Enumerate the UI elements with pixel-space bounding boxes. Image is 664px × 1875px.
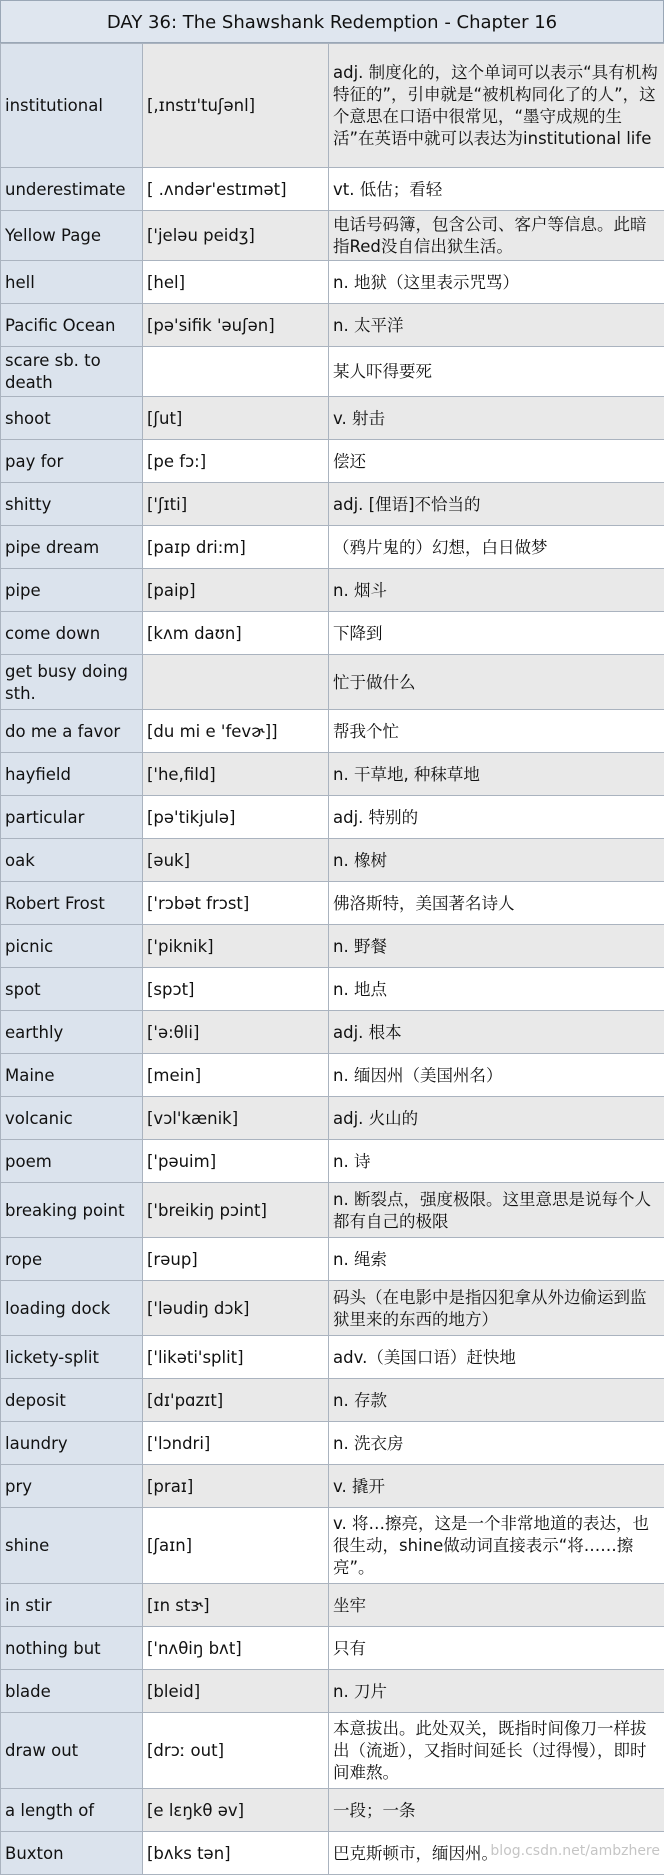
table-row (1, 1584, 664, 1627)
phonetic-cell: [,ɪnstɪ'tuʃənl] (143, 44, 329, 168)
meaning-cell: 本意拔出。此处双关，既指时间像刀一样拔出（流逝），又指时间延长（过得慢），即时间难熬。 (329, 1713, 664, 1789)
word-cell: pipe (1, 569, 143, 612)
table-row (1, 1097, 664, 1140)
phonetic-cell: [du mi e 'fevɚ]] (143, 710, 329, 753)
meaning-cell: adj. 火山的 (329, 1097, 664, 1140)
word-cell: pry (1, 1465, 143, 1508)
meaning-cell: n. 洗衣房 (329, 1422, 664, 1465)
meaning-cell: n. 干草地, 种秣草地 (329, 753, 664, 796)
meaning-cell: adj. 根本 (329, 1011, 664, 1054)
word-cell: underestimate (1, 168, 143, 211)
phonetic-cell: ['he,fild] (143, 753, 329, 796)
meaning-cell: n. 诗 (329, 1140, 664, 1183)
table-row (1, 483, 664, 526)
phonetic-cell: ['jeləu peidʒ] (143, 211, 329, 261)
table-row (1, 1281, 664, 1336)
word-cell: pipe dream (1, 526, 143, 569)
word-cell: spot (1, 968, 143, 1011)
word-cell: Buxton (1, 1832, 143, 1875)
meaning-cell: v. 射击 (329, 397, 664, 440)
word-cell: hell (1, 261, 143, 304)
table-row (1, 1336, 664, 1379)
phonetic-cell: [bʌks tən] (143, 1832, 329, 1875)
meaning-cell: 偿还 (329, 440, 664, 483)
word-cell: in stir (1, 1584, 143, 1627)
table-row (1, 569, 664, 612)
meaning-cell: n. 太平洋 (329, 304, 664, 347)
word-cell: a length of (1, 1789, 143, 1832)
phonetic-cell: [praɪ] (143, 1465, 329, 1508)
meaning-cell: 巴克斯顿市，缅因州。 (329, 1832, 664, 1875)
table-row (1, 1713, 664, 1789)
table-row (1, 655, 664, 710)
meaning-cell: n. 绳索 (329, 1238, 664, 1281)
word-cell: picnic (1, 925, 143, 968)
phonetic-cell: [dɪ'pɑzɪt] (143, 1379, 329, 1422)
word-cell: hayfield (1, 753, 143, 796)
phonetic-cell: [mein] (143, 1054, 329, 1097)
meaning-cell: n. 刀片 (329, 1670, 664, 1713)
meaning-cell: adj. 制度化的，这个单词可以表示“具有机构特征的”，引申就是“被机构同化了的人”，这个意思在口语中很常见，“墨守成规的生活”在英语中就可以表达为institutional life (329, 44, 664, 168)
meaning-cell: 码头（在电影中是指囚犯拿从外边偷运到监狱里来的东西的地方） (329, 1281, 664, 1336)
table-row (1, 1627, 664, 1670)
phonetic-cell: [drɔː out] (143, 1713, 329, 1789)
table-row (1, 168, 664, 211)
table-row (1, 1789, 664, 1832)
table-row (1, 1670, 664, 1713)
word-cell: oak (1, 839, 143, 882)
meaning-cell: adj. 特别的 (329, 796, 664, 839)
word-cell: loading dock (1, 1281, 143, 1336)
meaning-cell: n. 存款 (329, 1379, 664, 1422)
word-cell: nothing but (1, 1627, 143, 1670)
phonetic-cell: [bleid] (143, 1670, 329, 1713)
meaning-cell: n. 缅因州（美国州名） (329, 1054, 664, 1097)
meaning-cell: 帮我个忙 (329, 710, 664, 753)
meaning-cell: 忙于做什么 (329, 655, 664, 710)
phonetic-cell: ['lɔndri] (143, 1422, 329, 1465)
phonetic-cell: [pə'tikjulə] (143, 796, 329, 839)
word-cell: poem (1, 1140, 143, 1183)
table-row (1, 1140, 664, 1183)
meaning-cell: n. 地狱（这里表示咒骂） (329, 261, 664, 304)
word-cell: pay for (1, 440, 143, 483)
word-cell: blade (1, 1670, 143, 1713)
meaning-cell: n. 橡树 (329, 839, 664, 882)
phonetic-cell: [rəup] (143, 1238, 329, 1281)
phonetic-cell: [ .ʌndər'estɪmət] (143, 168, 329, 211)
table-row (1, 925, 664, 968)
word-cell: shoot (1, 397, 143, 440)
phonetic-cell: [kʌm daʊn] (143, 612, 329, 655)
meaning-cell: n. 地点 (329, 968, 664, 1011)
table-title: DAY 36: The Shawshank Redemption - Chapter 16 (0, 0, 664, 43)
meaning-cell: 一段；一条 (329, 1789, 664, 1832)
meaning-cell: vt. 低估；看轻 (329, 168, 664, 211)
word-cell: laundry (1, 1422, 143, 1465)
word-cell: Pacific Ocean (1, 304, 143, 347)
word-cell: shine (1, 1508, 143, 1584)
word-cell: get busy doing sth. (1, 655, 143, 710)
word-cell: scare sb. to death (1, 347, 143, 397)
meaning-cell: n. 断裂点，强度极限。这里意思是说每个人都有自己的极限 (329, 1183, 664, 1238)
table-row (1, 397, 664, 440)
word-cell: lickety-split (1, 1336, 143, 1379)
phonetic-cell (143, 655, 329, 710)
table-row (1, 1183, 664, 1238)
meaning-cell: 只有 (329, 1627, 664, 1670)
vocab-table (0, 43, 664, 1875)
phonetic-cell: ['ə:θli] (143, 1011, 329, 1054)
meaning-cell: n. 野餐 (329, 925, 664, 968)
table-row (1, 1054, 664, 1097)
phonetic-cell: ['likəti'split] (143, 1336, 329, 1379)
word-cell: deposit (1, 1379, 143, 1422)
phonetic-cell: ['nʌθiŋ bʌt] (143, 1627, 329, 1670)
table-row (1, 44, 664, 168)
word-cell: do me a favor (1, 710, 143, 753)
word-cell: Yellow Page (1, 211, 143, 261)
table-row (1, 968, 664, 1011)
watermark: blog.csdn.net/ambzhere (490, 1843, 660, 1859)
phonetic-cell: [vɔl'kænik] (143, 1097, 329, 1140)
phonetic-cell: [ɪn stɝ] (143, 1584, 329, 1627)
phonetic-cell: ['breikiŋ pɔint] (143, 1183, 329, 1238)
meaning-cell: adv.（美国口语）赶快地 (329, 1336, 664, 1379)
table-row (1, 839, 664, 882)
word-cell: earthly (1, 1011, 143, 1054)
table-row (1, 526, 664, 569)
phonetic-cell: [pe fɔ:] (143, 440, 329, 483)
phonetic-cell: ['rɔbət frɔst] (143, 882, 329, 925)
table-row (1, 1422, 664, 1465)
word-cell: institutional (1, 44, 143, 168)
phonetic-cell: [ʃaɪn] (143, 1508, 329, 1584)
word-cell: come down (1, 612, 143, 655)
vocab-table-body (1, 44, 664, 1875)
table-row (1, 612, 664, 655)
table-row (1, 211, 664, 261)
phonetic-cell: [paip] (143, 569, 329, 612)
word-cell: Maine (1, 1054, 143, 1097)
phonetic-cell (143, 347, 329, 397)
phonetic-cell: [hel] (143, 261, 329, 304)
phonetic-cell: ['ʃɪti] (143, 483, 329, 526)
word-cell: rope (1, 1238, 143, 1281)
meaning-cell: 坐牢 (329, 1584, 664, 1627)
table-row (1, 1238, 664, 1281)
meaning-cell: 下降到 (329, 612, 664, 655)
word-cell: particular (1, 796, 143, 839)
table-row (1, 347, 664, 397)
phonetic-cell: [spɔt] (143, 968, 329, 1011)
word-cell: breaking point (1, 1183, 143, 1238)
word-cell: draw out (1, 1713, 143, 1789)
table-row (1, 882, 664, 925)
table-row (1, 440, 664, 483)
meaning-cell: v. 将…擦亮，这是一个非常地道的表达，也很生动，shine做动词直接表示“将……擦亮”。 (329, 1508, 664, 1584)
meaning-cell: 电话号码簿，包含公司、客户等信息。此暗指Red没自信出狱生活。 (329, 211, 664, 261)
phonetic-cell: ['pəuim] (143, 1140, 329, 1183)
meaning-cell: adj. [俚语]不恰当的 (329, 483, 664, 526)
word-cell: volcanic (1, 1097, 143, 1140)
table-row (1, 304, 664, 347)
phonetic-cell: [pə'sifik 'əuʃən] (143, 304, 329, 347)
phonetic-cell: ['ləudiŋ dɔk] (143, 1281, 329, 1336)
phonetic-cell: ['piknik] (143, 925, 329, 968)
table-row (1, 1011, 664, 1054)
meaning-cell: v. 撬开 (329, 1465, 664, 1508)
phonetic-cell: [paɪp dri:m] (143, 526, 329, 569)
table-row (1, 710, 664, 753)
meaning-cell: 佛洛斯特，美国著名诗人 (329, 882, 664, 925)
table-row (1, 1379, 664, 1422)
table-row (1, 1465, 664, 1508)
phonetic-cell: [e lɛŋkθ əv] (143, 1789, 329, 1832)
table-row (1, 261, 664, 304)
meaning-cell: n. 烟斗 (329, 569, 664, 612)
table-row (1, 753, 664, 796)
meaning-cell: （鸦片鬼的）幻想，白日做梦 (329, 526, 664, 569)
table-row (1, 1508, 664, 1584)
word-cell: shitty (1, 483, 143, 526)
meaning-cell: 某人吓得要死 (329, 347, 664, 397)
phonetic-cell: [ʃut] (143, 397, 329, 440)
word-cell: Robert Frost (1, 882, 143, 925)
table-row (1, 1832, 664, 1875)
phonetic-cell: [əuk] (143, 839, 329, 882)
table-row (1, 796, 664, 839)
